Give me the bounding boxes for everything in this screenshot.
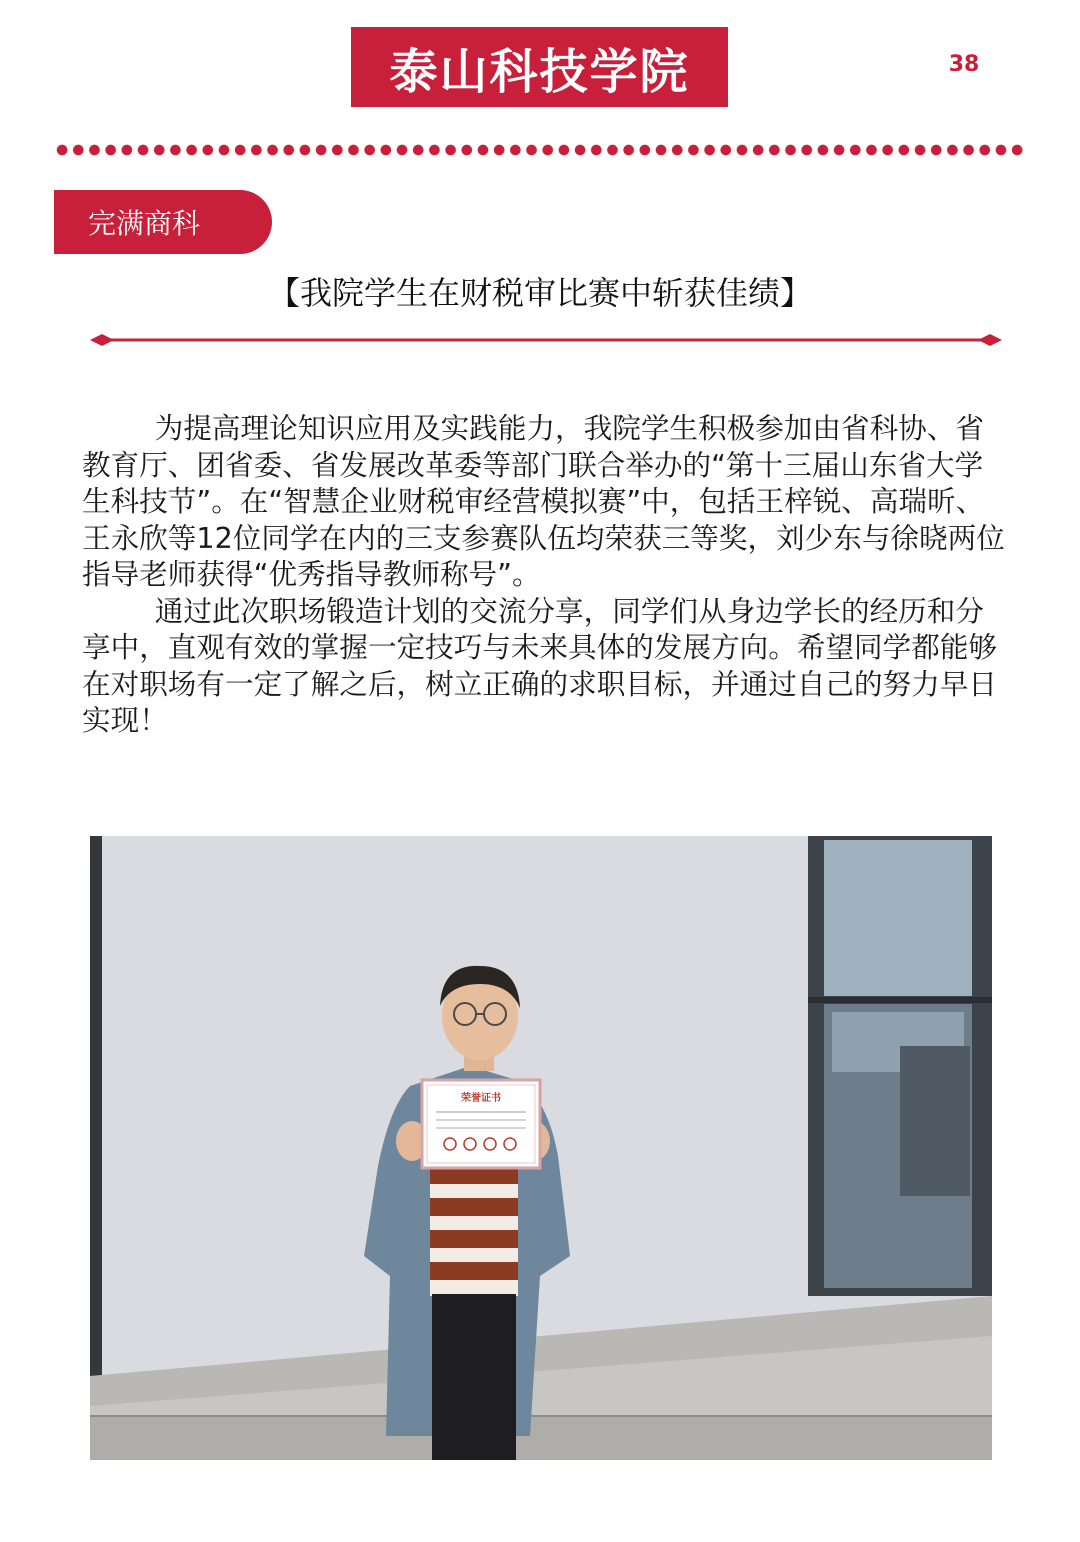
masthead-title: 泰山科技学院 <box>389 43 690 100</box>
certificate-title: 荣誉证书 <box>461 1093 501 1104</box>
certificate <box>422 1080 540 1168</box>
page-number: 38 <box>948 52 980 77</box>
section-tag <box>54 190 272 254</box>
article-title: 【我院学生在财税审比赛中斩获佳绩】 <box>267 274 812 312</box>
masthead-banner <box>351 27 728 107</box>
title-divider <box>90 330 1002 350</box>
article-paragraph: 通过此次职场锻造计划的交流分享，同学们从身边学长的经历和分享中，直观有效的掌握一定技巧与未来具体的发展方向。希望同学都能够在对职场有一定了解之后，树立正确的求职目标，并通过自己的努力早日实现！ <box>82 593 998 737</box>
award-photo <box>90 836 992 1460</box>
article-body <box>82 410 1010 739</box>
dotted-divider <box>54 143 1026 157</box>
article-paragraph: 为提高理论知识应用及实践能力，我院学生积极参加由省科协、省教育厅、团省委、省发展改革委等部门联合举办的“第十三届山东省大学生科技节”。在“智慧企业财税审经营模拟赛”中，包括王梓锐、高瑞昕、王永欣等12位同学在内的三支参赛队伍均荣获三等奖，刘少东与徐晓两位指导老师获得“优秀指导教师称号”。 <box>82 411 1005 591</box>
section-tag-label: 完满商科 <box>88 207 201 240</box>
